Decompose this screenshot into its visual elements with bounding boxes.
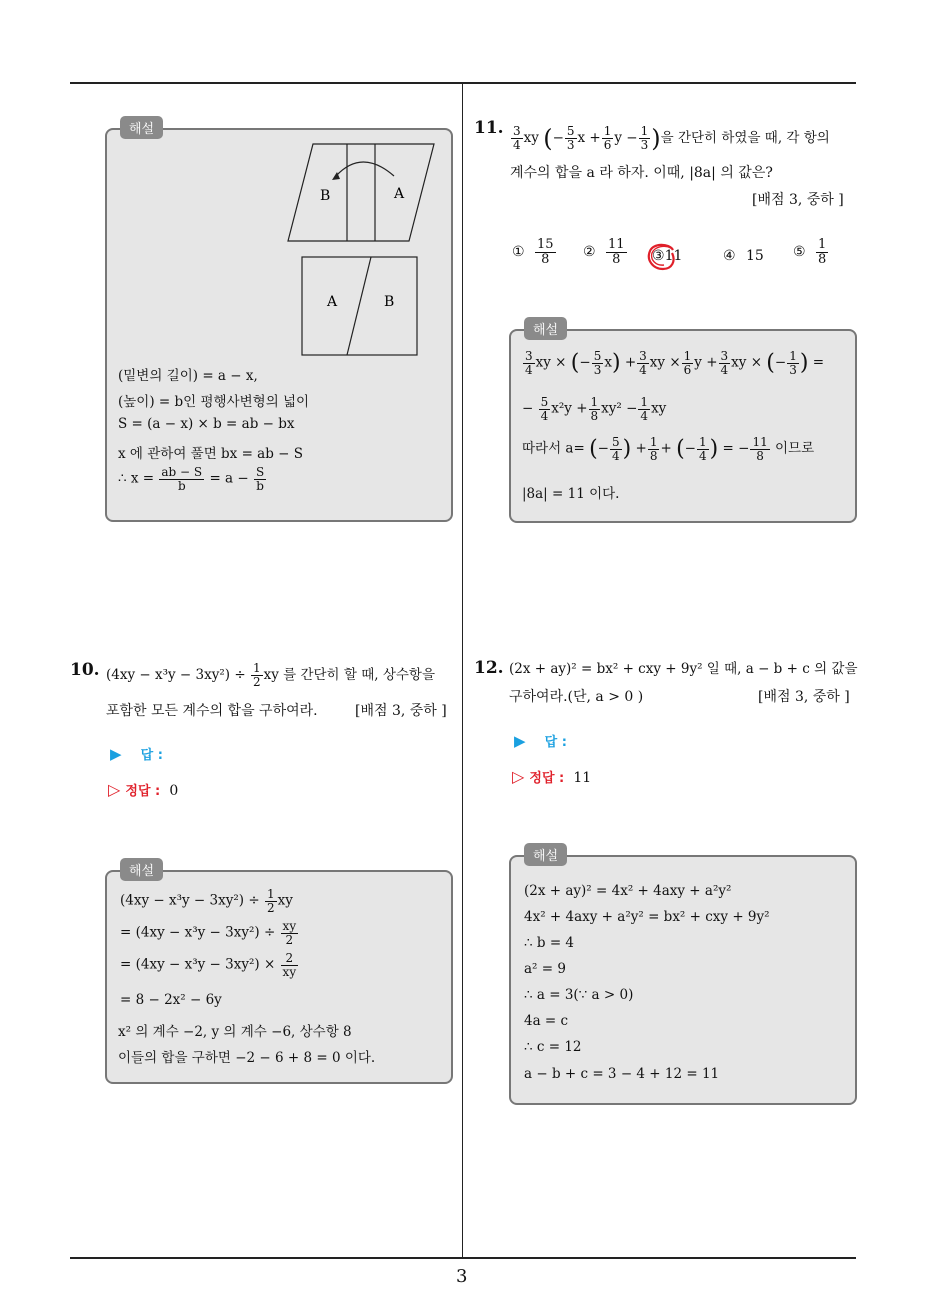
q12-sol-line-8: a − b + c = 3 − 4 + 12 = 11 [524, 1066, 720, 1082]
q11-sol-line-2: − $\frac{5}{4}$ x²y + $\frac{1}{8}$ xy² − $\frac{1}{4}$ xy [522, 395, 667, 423]
q12-correct-label: 정답 : [529, 771, 565, 786]
q12-sol-line-2: 4x² + 4axy + a²y² = bx² + cxy + 9y² [524, 909, 770, 925]
q11-stem-line1: $\frac{3}{4}$ xy (− $\frac{5}{3}$ x + $\frac{1}{6}$ y − $\frac{1}{3}$ )을 간단히 하였을 때, 각 항의 [513, 124, 830, 153]
q9-line-1: (밑변의 길이) = a − x, [118, 368, 258, 384]
q11-sol-line-4: |8a| = 11 이다. [522, 486, 620, 502]
q10-answer-row [110, 744, 163, 763]
q9-line-3: S = (a − x) × b = ab − bx [118, 416, 295, 432]
q12-sol-line-7: ∴ c = 12 [524, 1039, 582, 1055]
q12-stem-line2: 구하여라.(단, a > 0 ) [509, 689, 644, 705]
top-rule [70, 82, 856, 84]
q12-answer-arrow-icon: ▶ [514, 732, 526, 750]
q10-correct-arrow-icon: ▷ [108, 780, 121, 799]
q12-solution-tag: 해설 [524, 843, 567, 866]
q12-sol-line-6: 4a = c [524, 1013, 569, 1029]
q10-expr-frac: $\frac{1}{2}$ [252, 661, 261, 689]
q10-correct-row [108, 780, 178, 799]
q10-stem-line1 [106, 662, 435, 689]
q10-meta: [배점 3, 중하 ] [355, 703, 447, 719]
q12-correct-arrow-icon: ▷ [512, 767, 525, 786]
q10-sol-line-2: = (4xy − x³y − 3xy²) ÷ $\frac{xy}{2}$ [120, 919, 297, 947]
q10-expr-suffix: xy 를 간단히 할 때, 상수항을 [263, 667, 435, 683]
q12-answer-label: 답 : [544, 735, 567, 750]
q9-diagram-label-b-top: B [320, 188, 331, 204]
q11-choice-4[interactable]: ④ 15 [723, 248, 764, 264]
q11-sol-line-1: $\frac{3}{4}$ xy × (− $\frac{5}{3}$ x) + $\frac{3}{4}$ xy × $\frac{1}{6}$ y + $\frac{3}{4}$ xy × (− $\frac{1}{3}$ ) = [525, 349, 825, 377]
center-divider [462, 82, 463, 1258]
q9-diagram-label-b-bottom: B [384, 294, 395, 310]
q11-solution-tag: 해설 [524, 317, 567, 340]
bottom-rule [70, 1257, 856, 1259]
q12-sol-line-5: ∴ a = 3(∵ a > 0) [524, 987, 634, 1003]
q11-choice-2[interactable]: ② $\frac{11}{8}$ [583, 237, 625, 267]
q10-answer-arrow-icon: ▶ [110, 745, 122, 763]
q11-sol-line-3: 따라서 a= (− $\frac{5}{4}$ ) + $\frac{1}{8}$ + (− $\frac{1}{4}$ ) = − $\frac{11}{8}$ 이므로 [522, 435, 815, 463]
q10-correct-value: 0 [169, 783, 179, 799]
q9-final-frac-1: $\frac{ab - S}{b}$ [161, 465, 203, 493]
q10-sol-line-5: x² 의 계수 −2, y 의 계수 −6, 상수항 8 [118, 1024, 352, 1040]
q12-sol-line-4: a² = 9 [524, 961, 566, 977]
q11-choice-3[interactable]: ③11 [652, 248, 683, 264]
q11-choice-1[interactable]: ① $\frac{15}{8}$ [512, 237, 554, 267]
q9-diagram [280, 136, 450, 360]
q10-sol-line-6: 이들의 합을 구하면 −2 − 6 + 8 = 0 이다. [118, 1050, 376, 1066]
q10-stem-line2: 포함한 모든 계수의 합을 구하여라. [106, 703, 318, 719]
q10-sol-line-1: (4xy − x³y − 3xy²) ÷ $\frac{1}{2}$ xy [120, 887, 293, 915]
q9-line-2: (높이) = b인 평행사변형의 넓이 [118, 394, 310, 410]
page-number: 3 [456, 1266, 468, 1287]
q9-final-frac-2: $\frac{S}{b}$ [256, 465, 265, 493]
q9-line-final [118, 466, 267, 492]
q11-stem-line2: 계수의 합을 a 라 하자. 이때, |8a| 의 값은? [510, 165, 773, 181]
q10-correct-label: 정답 : [125, 784, 161, 799]
q10-expr-prefix: (4xy − x³y − 3xy²) ÷ [106, 667, 246, 683]
q12-sol-line-1: (2x + ay)² = 4x² + 4axy + a²y² [524, 883, 732, 899]
q10-number: 10. [70, 660, 100, 680]
q9-final-mid: = a − [209, 470, 249, 487]
q12-sol-line-3: ∴ b = 4 [524, 935, 575, 951]
q10-answer-label: 답 : [140, 748, 163, 763]
q9-diagram-label-a-top: A [394, 186, 405, 202]
q10-sol-line-4: = 8 − 2x² − 6y [120, 992, 222, 1008]
q10-solution-tag: 해설 [120, 858, 163, 881]
q9-diagram-label-a-bottom: A [327, 294, 338, 310]
q9-line-4: x 에 관하여 풀면 bx = ab − S [118, 446, 304, 462]
q11-choice-5[interactable]: ⑤ $\frac{1}{8}$ [793, 237, 827, 267]
q11-number: 11. [474, 118, 504, 138]
q12-meta: [배점 3, 중하 ] [758, 689, 850, 705]
q12-answer-row [514, 731, 567, 750]
q12-correct-row [512, 767, 591, 786]
q12-correct-value: 11 [573, 770, 592, 786]
q11-meta: [배점 3, 중하 ] [752, 192, 844, 208]
q11-stem-suffix: 을 간단히 하였을 때, 각 항의 [660, 130, 830, 146]
q9-solution-tag: 해설 [120, 116, 163, 139]
q9-final-prefix: ∴ x = [118, 470, 155, 487]
q11-selected-circle-icon [645, 242, 679, 272]
q10-sol-line-3: = (4xy − x³y − 3xy²) × $\frac{2}{xy}$ [120, 951, 297, 979]
q12-number: 12. [474, 658, 504, 678]
q12-stem-line1: (2x + ay)² = bx² + cxy + 9y² 일 때, a − b + c 의 값을 [509, 661, 858, 677]
